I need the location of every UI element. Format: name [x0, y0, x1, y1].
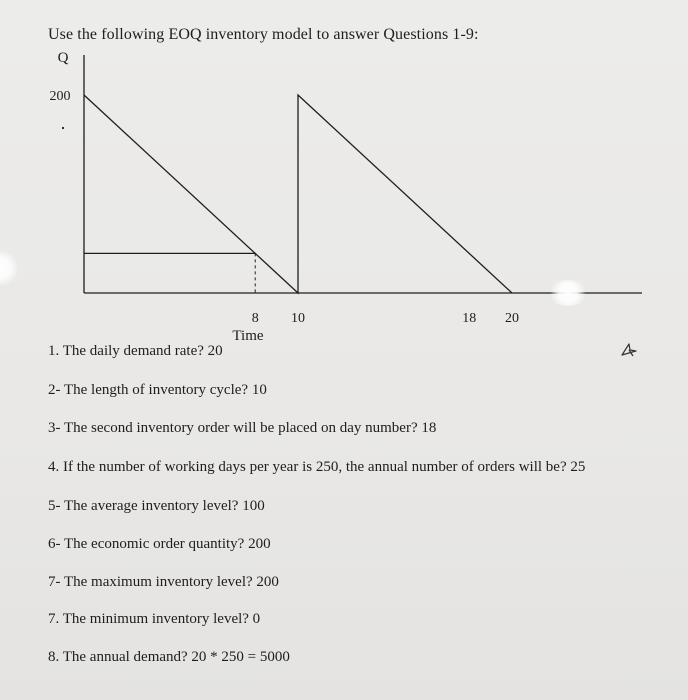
- y-axis-dot: [62, 127, 64, 129]
- x-tick-label-18: 18: [462, 311, 477, 326]
- x-tick-label-20: 20: [505, 311, 519, 326]
- x-tick-label-10: 10: [291, 311, 305, 326]
- page-title: Use the following EOQ inventory model to answer Questions 1-9:: [48, 26, 479, 43]
- question-6: 6- The economic order quantity? 200: [48, 536, 271, 552]
- question-1: 1. The daily demand rate? 20: [48, 343, 223, 359]
- series-line-0: [84, 95, 512, 293]
- question-5: 5- The average inventory level? 100: [48, 498, 265, 514]
- x-axis-label: Time: [232, 328, 264, 344]
- chart-axes: [84, 55, 642, 293]
- cursor-arrow-icon: [618, 340, 640, 362]
- question-3: 3- The second inventory order will be placed on day number? 18: [48, 420, 437, 436]
- question-2: 2- The length of inventory cycle? 10: [48, 382, 267, 398]
- question-7-minimum: 7. The minimum inventory level? 0: [48, 611, 261, 627]
- chart-marks: [84, 95, 512, 293]
- question-8: 8. The annual demand? 20 * 250 = 5000: [48, 649, 290, 665]
- x-tick-label-8: 8: [251, 311, 259, 326]
- y-tick-label-200: 200: [49, 89, 71, 104]
- chart-labels: [50, 50, 520, 344]
- question-7: 7- The maximum inventory level? 200: [48, 574, 279, 590]
- y-axis-label: Q: [57, 50, 69, 66]
- question-4: 4. If the number of working days per year is 250, the annual number of orders will be? 25: [48, 459, 586, 475]
- light-glare-axis: [548, 280, 588, 306]
